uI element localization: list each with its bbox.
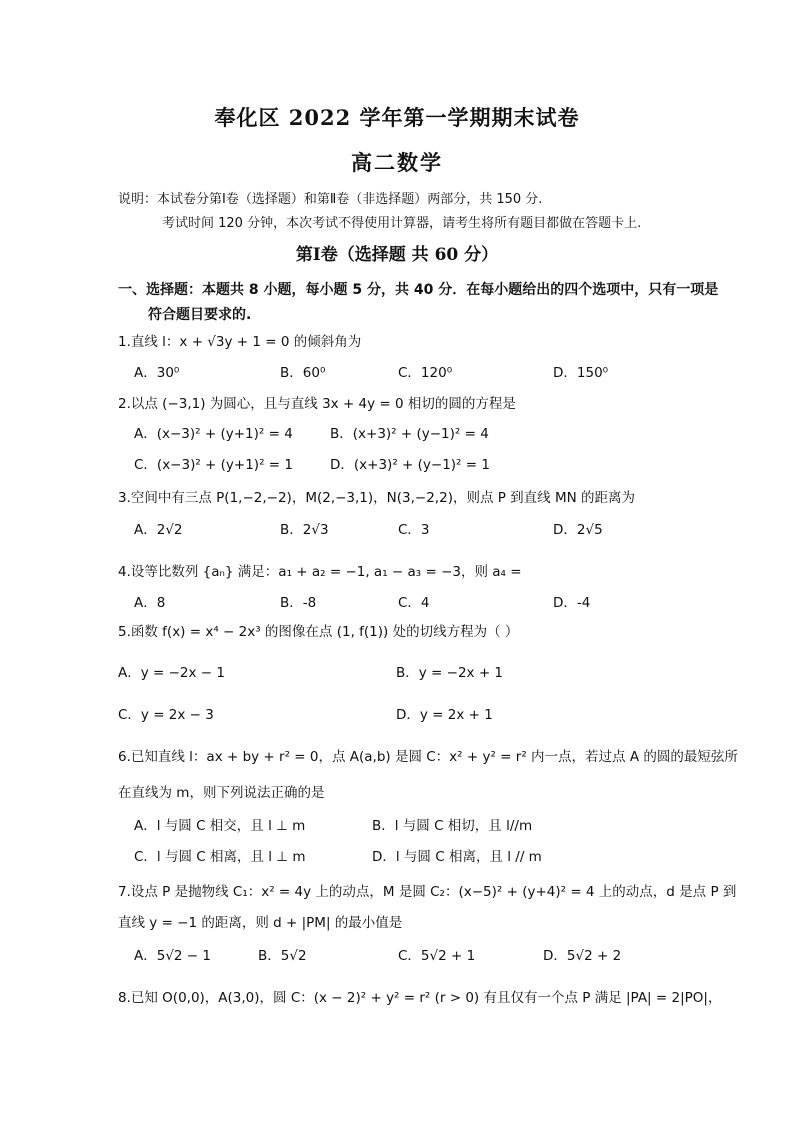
section-1-heading-line-1: 一、选择题：本题共 8 小题，每小题 5 分，共 40 分．在每小题给出的四个选项中，只有一项是 (118, 282, 719, 298)
part-1-title: 第Ⅰ卷（选择题 共 60 分） (295, 245, 499, 265)
question-6-stem-line-1: 6.已知直线 l：ax + by + r² = 0，点 A(a,b) 是圆 C：x² + y² = r² 内一点，若过点 A 的圆的最短弦所 (118, 749, 738, 765)
question-7-option-b: B．5√2 (258, 948, 307, 964)
exam-title: 奉化区 2022 学年第一学期期末试卷 (214, 105, 580, 130)
section-1-heading-line-2: 符合题目要求的. (148, 307, 252, 323)
question-4-stem: 4.设等比数列 {aₙ} 满足：a₁ + a₂ = −1, a₁ − a₃ = −3，则 a₄ = (118, 564, 522, 580)
question-4-option-d: D．-4 (553, 595, 591, 611)
question-5-option-b: B．y = −2x + 1 (396, 665, 504, 681)
question-1-option-a: A．30⁰ (134, 365, 180, 381)
question-6-option-d: D．l 与圆 C 相离，且 l // m (372, 849, 542, 865)
question-2-option-c: C．(x−3)² + (y+1)² = 1 (134, 457, 293, 473)
exam-subject: 高二数学 (351, 150, 443, 175)
question-3-option-d: D．2√5 (553, 522, 603, 538)
instruction-line-1: 说明：本试卷分第Ⅰ卷（选择题）和第Ⅱ卷（非选择题）两部分，共 150 分. (118, 192, 543, 207)
question-2-option-b: B．(x+3)² + (y−1)² = 4 (330, 426, 489, 442)
question-8-stem: 8.已知 O(0,0)，A(3,0)，圆 C：(x − 2)² + y² = r² (r > 0) 有且仅有一个点 P 满足 |PA| = 2|PO|， (118, 990, 722, 1006)
question-2-option-d: D．(x+3)² + (y−1)² = 1 (330, 457, 490, 473)
question-1-option-c: C．120⁰ (398, 365, 453, 381)
question-4-option-c: C．4 (398, 595, 430, 611)
question-5-stem: 5.函数 f(x) = x⁴ − 2x³ 的图像在点 (1, f(1)) 处的切线方程为（ ） (118, 624, 519, 640)
question-6-option-c: C．l 与圆 C 相离，且 l ⊥ m (134, 849, 306, 865)
question-1-option-d: D．150⁰ (553, 365, 609, 381)
question-7-option-d: D．5√2 + 2 (543, 948, 622, 964)
question-1-option-b: B．60⁰ (280, 365, 326, 381)
question-6-stem-line-2: 在直线为 m，则下列说法正确的是 (118, 785, 325, 801)
instruction-line-2: 考试时间 120 分钟，本次考试不得使用计算器，请考生将所有题目都做在答题卡上. (162, 216, 642, 231)
question-5-option-a: A．y = −2x − 1 (118, 665, 225, 681)
question-3-option-c: C．3 (398, 522, 430, 538)
question-2-stem: 2.以点 (−3,1) 为圆心，且与直线 3x + 4y = 0 相切的圆的方程是 (118, 396, 516, 412)
question-3-option-b: B．2√3 (280, 522, 329, 538)
question-3-stem: 3.空间中有三点 P(1,−2,−2)，M(2,−3,1)，N(3,−2,2)，则点 P 到直线 MN 的距离为 (118, 490, 636, 506)
question-6-option-a: A．l 与圆 C 相交，且 l ⊥ m (134, 818, 306, 834)
question-7-stem-line-1: 7.设点 P 是抛物线 C₁：x² = 4y 上的动点，M 是圆 C₂：(x−5)² + (y+4)² = 4 上的动点，d 是点 P 到 (118, 884, 737, 900)
question-6-option-b: B．l 与圆 C 相切，且 l//m (372, 818, 533, 834)
question-4-option-b: B．-8 (280, 595, 317, 611)
question-7-option-c: C．5√2 + 1 (398, 948, 476, 964)
question-3-option-a: A．2√2 (134, 522, 183, 538)
question-4-option-a: A．8 (134, 595, 166, 611)
question-7-stem-line-2: 直线 y = −1 的距离，则 d + |PM| 的最小值是 (118, 915, 403, 931)
question-1-stem: 1.直线 l：x + √3y + 1 = 0 的倾斜角为 (118, 334, 362, 350)
question-5-option-c: C．y = 2x − 3 (118, 707, 214, 723)
question-7-option-a: A．5√2 − 1 (134, 948, 211, 964)
question-5-option-d: D．y = 2x + 1 (396, 707, 493, 723)
question-2-option-a: A．(x−3)² + (y+1)² = 4 (134, 426, 293, 442)
